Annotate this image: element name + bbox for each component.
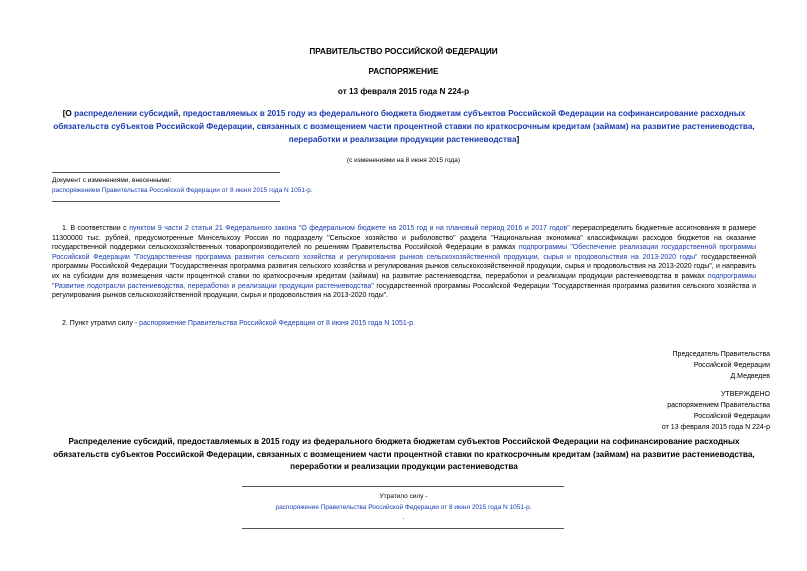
amendments-note: (с изменениями на 8 июня 2015 года) xyxy=(346,157,461,164)
document-date: от 13 февраля 2015 года N 224-р xyxy=(337,87,470,96)
approved-label: УТВЕРЖДЕНО xyxy=(720,391,770,398)
annex-repealed-link[interactable]: распоряжение Правительства Российской Федерации от 8 июня 2015 года N 1051-р. xyxy=(275,504,532,511)
para1-text-2: перераспределить бюджетные ассигнования в размере 11300000 тыс. рублей, предусмотренные Минсельхозу России по подразделу "Сельское хозяйство и рыболовство" раздела "Национальная экономика" классификации расходов бюджетов на оказание государственной поддержки сельскохозяйственных товаропроизводителей по решениям Правительства Российской Федерации в рамках xyxy=(52,225,756,252)
annex-bottom-rule xyxy=(242,528,564,529)
para2-text: 2. Пункт утратил силу - xyxy=(62,320,140,327)
para1-text-1: 1. В соответствии с xyxy=(62,225,130,232)
paragraph-2 xyxy=(62,319,756,329)
document-title xyxy=(52,107,756,146)
approved-country: Российской Федерации xyxy=(693,413,770,420)
changes-bottom-rule xyxy=(52,201,280,202)
approved-by: распоряжением Правительства xyxy=(667,402,770,409)
paragraph-1 xyxy=(52,224,756,301)
annex-title: Распределение субсидий, предоставляемых в 2015 году из федерального бюджета бюджетам субъектов Российской Федерации на софинансирование расходных обязательств субъектов Российской Федерации, связанных с возмещением части процентной ставки по краткосрочным кредитам (займам) на развитие растениеводства, переработки и реализации продукции растениеводства xyxy=(53,437,755,471)
title-close-bracket: ] xyxy=(516,135,520,144)
federal-law-link[interactable]: пунктом 9 части 2 статьи 21 Федерального закона "О федеральном бюджете на 2015 год и на плановый период 2016 и 2017 годов" xyxy=(129,225,570,232)
changes-link[interactable]: распоряжением Правительства Российской Федерации от 8 июня 2015 года N 1051-р. xyxy=(52,187,313,194)
signature-country: Российской Федерации xyxy=(693,362,770,369)
signature-block xyxy=(470,349,770,382)
para2-link[interactable]: распоряжение Правительства Российской Федерации от 8 июня 2015 года N 1051-р. xyxy=(139,320,415,327)
para1-text-3: государственной программы Российской Федерации "Государственная программа развития сельского хозяйства и регулирования рынков сельскохозяйственной продукции, сырья и продовольствия на 2013-2020 годы", и направить их на субсидии для возмещения части процентной ставки по краткосрочным кредитам (займам) на развитие растениеводства, переработки и реализации продукции растениеводства в рамках xyxy=(52,253,756,280)
annex-dot: . xyxy=(402,514,405,521)
title-open-bracket: [О xyxy=(62,109,75,118)
title-link[interactable]: распределении субсидий, предоставляемых в 2015 году из федерального бюджета бюджетам субъектов Российской Федерации на софинансирование расходных обязательств субъектов Российской Федерации, связанных с возмещением части процентной ставки по краткосрочным кредитам (займам) на развитие растениеводства, переработки и реализации продукции растениеводства xyxy=(53,109,755,144)
document-type: РАСПОРЯЖЕНИЕ xyxy=(368,67,439,76)
changes-label: Документ с изменениями, внесенными: xyxy=(52,177,172,184)
signature-name: Д.Медведев xyxy=(730,373,770,380)
para1-text-4: государственной программы Российской Федерации "Государственная программа развития сельского хозяйства и регулирования рынков сельскохозяйственной продукции, сырья и продовольствия на 2013-2020 годы". xyxy=(52,282,756,300)
government-name: ПРАВИТЕЛЬСТВО РОССИЙСКОЙ ФЕДЕРАЦИИ xyxy=(309,47,498,56)
signature-position: Председатель Правительства xyxy=(672,351,770,358)
subprogram-support-link[interactable]: подпрограммы "Обеспечение реализации государственной программы Российской Федерации "Государственная программа развития сельского хозяйства и регулирования рынков сельскохозяйственной продукции, сырья и продовольствия на 2013-2020 годы" xyxy=(52,244,757,261)
approved-date: от 13 февраля 2015 года N 224-р xyxy=(661,424,770,431)
subprogram-crop-link[interactable]: подпрограммы "Развитие подотрасли растениеводства, переработки и реализации продукции растениеводства" xyxy=(52,272,756,290)
approved-block xyxy=(470,389,770,433)
annex-top-rule xyxy=(242,486,564,487)
annex-repealed-label: Утратило силу - xyxy=(379,493,428,500)
changes-top-rule xyxy=(52,172,280,173)
